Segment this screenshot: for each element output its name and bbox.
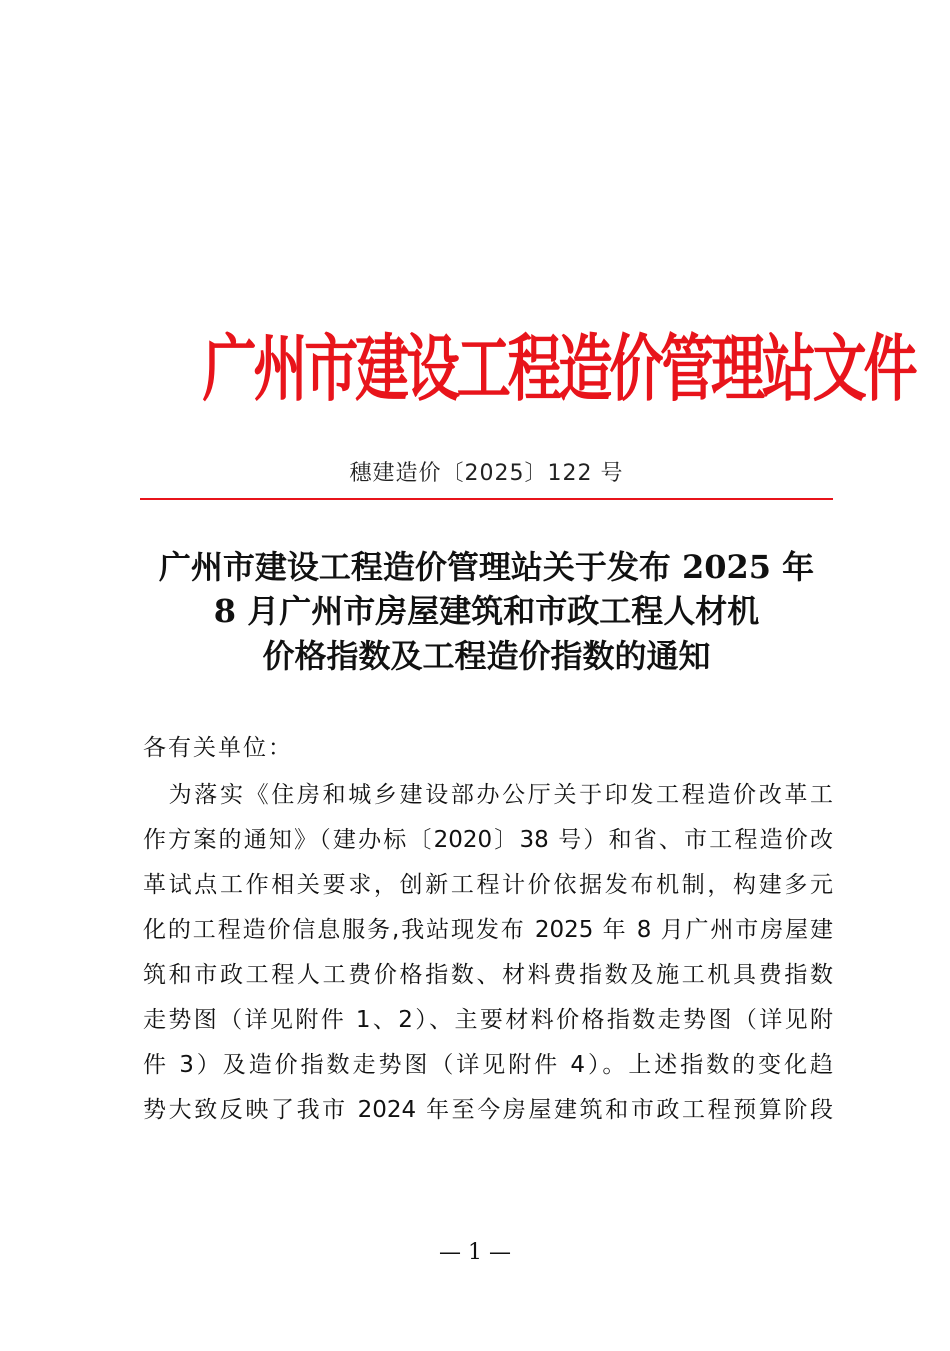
body-text-line: 势大致反映了我市 2024 年至今房屋建筑和市政工程预算阶段 — [143, 1097, 833, 1123]
salutation: 各有关单位： — [143, 735, 293, 761]
notice-title-line-1: 广州市建设工程造价管理站关于发布 2025 年 — [158, 548, 815, 586]
document-number: 穗建造价〔2025〕122 号 — [349, 461, 624, 486]
issuing-organization-title: 广州市建设工程造价管理站文件 — [202, 327, 915, 412]
body-text-line: 革试点工作相关要求，创新工程计价依据发布机制，构建多元 — [143, 872, 833, 898]
body-text-line: 走势图（详见附件 1、2）、主要材料价格指数走势图（详见附 — [143, 1007, 833, 1033]
body-text-line: 为落实《住房和城乡建设部办公厅关于印发工程造价改革工 — [143, 782, 833, 808]
red-divider-line — [140, 498, 833, 500]
body-text-line: 筑和市政工程人工费价格指数、材料费指数及施工机具费指数 — [143, 962, 833, 988]
body-text-line: 化的工程造价信息服务,我站现发布 2025 年 8 月广州市房屋建 — [143, 917, 833, 943]
body-text-line: 件 3）及造价指数走势图（详见附件 4）。上述指数的变化趋 — [143, 1052, 833, 1078]
page-number: — 1 — — [439, 1240, 511, 1265]
body-text-line: 作方案的通知》（建办标〔2020〕38 号）和省、市工程造价改 — [143, 827, 833, 853]
notice-title-line-3: 价格指数及工程造价指数的通知 — [262, 637, 711, 675]
notice-title-line-2: 8 月广州市房屋建筑和市政工程人材机 — [213, 592, 760, 630]
